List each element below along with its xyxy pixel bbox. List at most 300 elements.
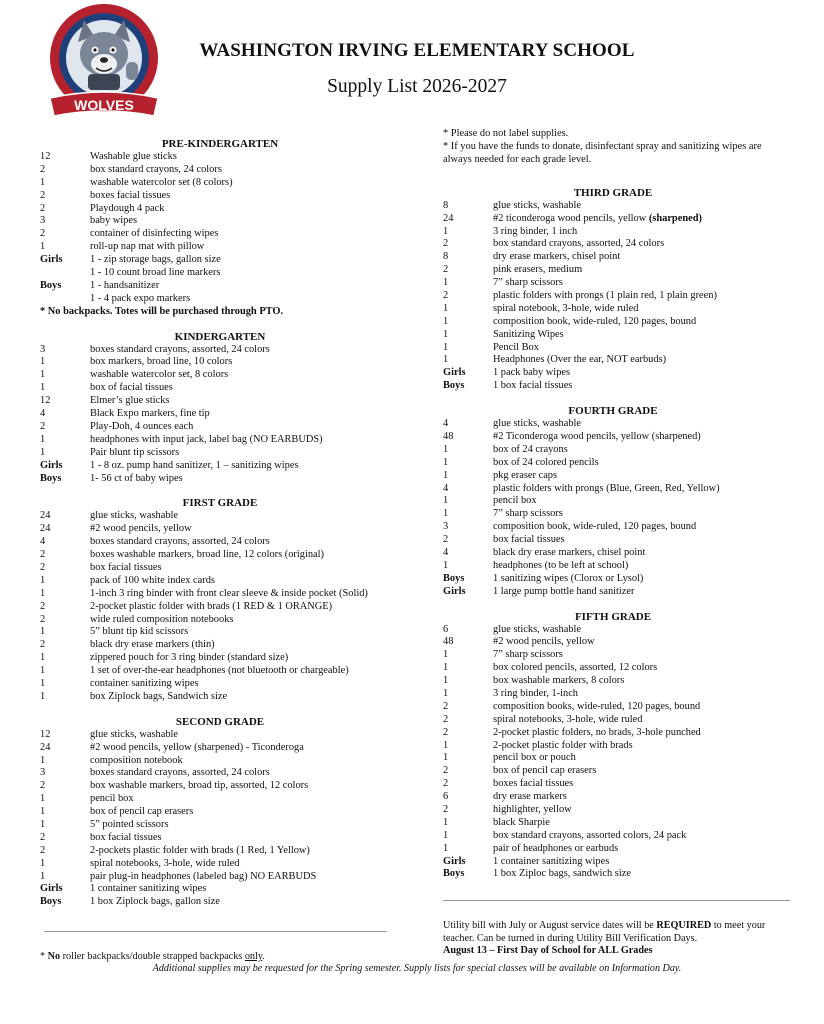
item-text: #2 Ticonderoga wood pencils, yellow (sharpened) (493, 430, 701, 442)
item-text: pencil box (493, 495, 537, 507)
item-text: #2 wood pencils, yellow (90, 523, 192, 535)
item-quantity: 4 (40, 408, 46, 420)
item-description (90, 460, 299, 473)
item-description (493, 277, 563, 290)
item-text: black Sharpie (493, 816, 550, 828)
backpack-text: roller backpacks/double strapped backpacks (60, 951, 245, 962)
item-text: boxes facial tissues (90, 189, 171, 201)
item-quantity: 48 (443, 430, 454, 442)
donate-note: * If you have the funds to donate, disinfectant spray and sanitizing wipes are (443, 140, 762, 152)
section-first-grade (40, 497, 400, 703)
list-item (40, 421, 400, 434)
section-fourth-grade (443, 405, 783, 598)
item-text: 1 pack baby wipes (493, 367, 571, 379)
item-description (493, 675, 624, 688)
list-item (40, 523, 400, 536)
list-item (40, 639, 400, 652)
item-quantity: 1 (40, 690, 46, 702)
item-description (493, 495, 537, 508)
list-item (443, 830, 783, 843)
item-text: box colored pencils, assorted, 12 colors (493, 662, 658, 674)
list-item (40, 434, 400, 447)
item-description (493, 573, 643, 586)
item-description (90, 819, 169, 832)
item-quantity: 1 (443, 842, 449, 854)
list-item (40, 267, 400, 280)
list-item (443, 752, 783, 765)
item-text: 1 - handsanitizer (90, 279, 160, 291)
item-text: dry erase markers (493, 791, 567, 803)
list-item (443, 560, 783, 573)
list-item (443, 354, 783, 367)
item-text: plastic folders with prongs (1 plain red, 1 plain green) (493, 289, 717, 301)
list-item (40, 215, 400, 228)
list-item (40, 293, 400, 306)
section-third-grade (443, 187, 783, 393)
item-text: 3 ring binder, 1 inch (493, 225, 578, 237)
item-quantity: 1 (40, 356, 46, 368)
item-quantity: 1 (443, 688, 449, 699)
item-description (90, 293, 190, 306)
item-description (493, 727, 701, 740)
list-item (40, 742, 400, 755)
item-text: box Ziplock bags, Sandwich size (90, 690, 228, 702)
item-quantity: 1 (443, 739, 449, 751)
list-item (443, 329, 783, 342)
list-item (40, 473, 400, 486)
item-description (493, 765, 596, 778)
item-description (90, 190, 170, 203)
item-description (90, 215, 137, 228)
item-quantity: 48 (443, 636, 454, 648)
list-item (40, 164, 400, 177)
item-description (493, 521, 696, 534)
list-item (40, 806, 400, 819)
list-item (40, 588, 400, 601)
item-text: 1- 56 ct of baby wipes (90, 472, 183, 484)
list-item (443, 303, 783, 316)
item-quantity: 1 (443, 675, 449, 687)
list-item (443, 868, 783, 881)
item-quantity: 2 (443, 264, 449, 276)
item-description (90, 614, 233, 627)
list-item (443, 675, 783, 688)
item-quantity: 1 (40, 446, 46, 458)
item-description (493, 200, 581, 213)
item-text: box markers, broad line, 10 colors (90, 356, 233, 368)
list-item (40, 280, 400, 293)
list-item (443, 316, 783, 329)
divider-left (44, 931, 387, 932)
left-column (40, 138, 400, 909)
item-quantity: 4 (443, 418, 449, 430)
item-quantity: 2 (443, 765, 449, 777)
list-item (40, 652, 400, 665)
list-item (443, 238, 783, 251)
item-text: 5” blunt tip kid scissors (90, 626, 189, 638)
item-quantity: 1 (40, 382, 46, 394)
item-description (493, 547, 645, 560)
list-item (443, 200, 783, 213)
item-description (493, 290, 717, 303)
item-description (90, 408, 210, 421)
item-description (90, 665, 349, 678)
item-text: 5” pointed scissors (90, 818, 169, 830)
item-quantity: 1 (40, 793, 46, 805)
item-text: black dry erase markers (thin) (90, 639, 215, 651)
item-description (493, 560, 628, 573)
item-quantity: 2 (443, 726, 449, 738)
item-quantity: 4 (40, 536, 46, 548)
item-quantity: 2 (443, 700, 449, 712)
list-item (443, 662, 783, 675)
item-description (90, 806, 193, 819)
item-description (90, 382, 173, 395)
list-item (40, 203, 400, 216)
item-quantity: 1 (40, 241, 46, 253)
item-description (90, 280, 159, 293)
list-item (443, 226, 783, 239)
item-text: 1 box Ziploc bags, sandwich size (493, 868, 631, 880)
list-item (443, 701, 783, 714)
utility-bill-note (443, 920, 793, 958)
school-name: WASHINGTON IRVING ELEMENTARY SCHOOL (199, 40, 635, 61)
item-quantity: 2 (443, 804, 449, 816)
list-item (443, 688, 783, 701)
item-quantity: 1 (443, 443, 449, 455)
item-description (493, 367, 570, 380)
list-item (443, 495, 783, 508)
item-description (493, 316, 696, 329)
list-item (443, 778, 783, 791)
list-item (443, 573, 783, 586)
section-title: FIRST GRADE (182, 497, 258, 510)
item-quantity: 1 (443, 816, 449, 828)
list-item (40, 190, 400, 203)
list-item (443, 521, 783, 534)
item-text: boxes washable markers, broad line, 12 colors (original) (90, 549, 325, 561)
item-quantity: 1 (40, 806, 46, 818)
item-quantity: 1 (40, 870, 46, 882)
list-item (443, 470, 783, 483)
item-quantity: 2 (443, 713, 449, 725)
item-description (90, 871, 316, 884)
item-description (90, 601, 332, 614)
list-item (40, 395, 400, 408)
list-item (40, 601, 400, 614)
item-description (90, 678, 199, 691)
item-quantity: 1 (40, 626, 46, 638)
item-quantity: 4 (443, 482, 449, 494)
list-item (443, 765, 783, 778)
item-quantity: 12 (40, 395, 51, 407)
item-text: box washable markers, 8 colors (493, 675, 625, 687)
item-quantity: 1 (443, 649, 449, 661)
item-description (493, 791, 567, 804)
item-description (493, 342, 539, 355)
item-text: Sanitizing Wipes (493, 328, 564, 340)
item-description (90, 767, 270, 780)
list-item (40, 819, 400, 832)
item-description (493, 649, 563, 662)
item-text: washable watercolor set (8 colors) (90, 176, 233, 188)
item-quantity: 1 (40, 574, 46, 586)
backpack-end: . (262, 951, 265, 962)
item-quantity: 2 (40, 163, 46, 175)
item-text: 7” sharp scissors (493, 508, 563, 520)
list-item (40, 356, 400, 369)
item-description (493, 662, 657, 675)
backpack-note (40, 951, 265, 962)
item-quantity: Boys (40, 279, 62, 291)
item-text: pkg eraser caps (493, 469, 558, 481)
item-description (493, 470, 557, 483)
item-description (493, 418, 581, 431)
list-item (443, 213, 783, 226)
item-text: 1 box Ziplock bags, gallon size (90, 896, 220, 908)
item-quantity: 1 (443, 495, 449, 507)
item-description (90, 254, 221, 267)
item-quantity: 1 (40, 754, 46, 766)
list-item (443, 547, 783, 560)
item-quantity: 1 (443, 456, 449, 468)
item-description (90, 588, 368, 601)
item-text: 2-pockets plastic folder with brads (1 Red, 1 Yellow) (90, 844, 310, 856)
list-item (443, 483, 783, 496)
item-quantity: 1 (443, 508, 449, 520)
item-description (493, 508, 563, 521)
item-description (90, 883, 206, 896)
item-quantity: 1 (40, 857, 46, 869)
item-text: 7” sharp scissors (493, 649, 563, 661)
item-description (90, 549, 324, 562)
item-quantity: 24 (443, 212, 454, 224)
item-description (493, 817, 550, 830)
item-quantity: 2 (40, 561, 46, 573)
item-text: Headphones (Over the ear, NOT earbuds) (493, 354, 667, 366)
item-description (493, 586, 635, 599)
right-column (443, 128, 783, 881)
item-quantity: 2 (443, 778, 449, 790)
item-text: baby wipes (90, 215, 138, 227)
item-description (90, 729, 178, 742)
item-description (90, 845, 310, 858)
item-text: 1 - zip storage bags, gallon size (90, 254, 221, 266)
item-description (493, 329, 564, 342)
item-description (90, 858, 239, 871)
item-quantity: 12 (40, 728, 51, 740)
item-text: 2-pocket plastic folder with brads (1 RED & 1 ORANGE) (90, 600, 333, 612)
item-quantity: 3 (40, 215, 46, 227)
item-text: box facial tissues (90, 831, 162, 843)
item-description (493, 701, 700, 714)
item-description (90, 421, 193, 434)
item-text: box of pencil cap erasers (90, 806, 194, 818)
list-item (40, 729, 400, 742)
item-emphasis: (sharpened) (648, 212, 702, 224)
first-day-note: August 13 – First Day of School for ALL Grades (443, 945, 653, 957)
item-quantity: 8 (443, 199, 449, 211)
list-item (40, 678, 400, 691)
item-text: box of 24 crayons (493, 443, 568, 455)
item-quantity: Boys (40, 472, 62, 484)
item-description (90, 510, 178, 523)
item-description (493, 740, 633, 753)
item-text: roll-up nap mat with pillow (90, 241, 205, 253)
item-quantity: Girls (443, 585, 466, 597)
list-item (40, 510, 400, 523)
list-item (443, 817, 783, 830)
item-quantity: 2 (40, 639, 46, 651)
item-text: Play-Doh, 4 ounces each (90, 420, 194, 432)
item-description (90, 780, 308, 793)
item-quantity: 1 (40, 369, 46, 381)
item-description (90, 755, 183, 768)
item-text: 2-pocket plastic folders, no brads, 3-hole punched (493, 726, 701, 738)
section-title: PRE-KINDERGARTEN (161, 138, 279, 150)
item-description (90, 652, 288, 665)
item-text: container of disinfecting wipes (90, 228, 219, 240)
item-description (493, 778, 573, 791)
item-quantity: 1 (443, 315, 449, 327)
item-description (493, 830, 686, 843)
list-item (40, 408, 400, 421)
item-description (90, 473, 183, 486)
item-quantity: Girls (443, 367, 466, 379)
svg-text:WOLVES: WOLVES (74, 97, 134, 113)
item-text: box facial tissues (493, 534, 565, 546)
item-description (493, 354, 666, 367)
list-item (443, 251, 783, 264)
list-item (40, 447, 400, 460)
item-text: 1 - 8 oz. pump hand sanitizer, 1 – sanitizing wipes (90, 459, 299, 471)
divider-right (443, 900, 790, 901)
list-item (443, 431, 783, 444)
utility-required: REQUIRED (656, 920, 712, 931)
list-item (40, 755, 400, 768)
item-text: box facial tissues (90, 561, 162, 573)
item-text: composition book, wide-ruled, 120 pages, bound (493, 521, 697, 533)
item-text: 1 set of over-the-ear headphones (not bluetooth or chargeable) (90, 665, 349, 677)
item-quantity: Girls (40, 883, 63, 895)
item-description (493, 843, 618, 856)
item-text: container sanitizing wipes (90, 677, 199, 689)
item-quantity: 1 (40, 176, 46, 188)
donate-note-2: always needed for each grade level. (443, 153, 592, 165)
item-text: composition books, wide-ruled, 120 pages, bound (493, 700, 701, 712)
item-quantity: 2 (443, 534, 449, 546)
item-text: pencil box (90, 793, 134, 805)
item-text: boxes standard crayons, assorted, 24 colors (90, 343, 270, 355)
item-quantity: 1 (40, 818, 46, 830)
item-text: headphones with input jack, label bag (NO EARBUDS) (90, 433, 323, 445)
item-text: pair of headphones or earbuds (493, 842, 619, 854)
supply-list-title: Supply List 2026-2027 (327, 76, 507, 97)
item-description (90, 267, 220, 280)
item-quantity: 3 (40, 767, 46, 779)
utility-text-1: Utility bill with July or August service dates will be (443, 920, 657, 931)
list-item (40, 460, 400, 473)
list-item (443, 380, 783, 393)
item-description (90, 164, 222, 177)
item-description (493, 624, 581, 637)
item-text: highlighter, yellow (493, 804, 572, 816)
item-text: 1 - 10 count broad line markers (90, 267, 221, 279)
item-quantity: 1 (443, 559, 449, 571)
list-item (40, 228, 400, 241)
item-text: 3 ring binder, 1-inch (493, 688, 578, 699)
item-description (90, 228, 218, 241)
list-item (40, 369, 400, 382)
item-description (90, 536, 270, 549)
list-item (40, 575, 400, 588)
item-quantity: 24 (40, 523, 51, 535)
list-item (443, 418, 783, 431)
item-quantity: 2 (40, 613, 46, 625)
item-text: glue sticks, washable (493, 623, 582, 635)
item-description (90, 447, 179, 460)
item-quantity: Girls (443, 855, 466, 867)
item-text: black dry erase markers, chisel point (493, 546, 646, 558)
item-description (493, 714, 642, 727)
item-description (493, 251, 620, 264)
school-logo (44, 2, 164, 126)
item-text: box standard crayons, 24 colors (90, 163, 222, 175)
item-quantity: 2 (40, 420, 46, 432)
list-item (443, 727, 783, 740)
item-description (493, 856, 609, 869)
item-quantity: 2 (40, 780, 46, 792)
item-quantity: Girls (40, 254, 63, 266)
item-description (493, 226, 577, 239)
list-item (40, 626, 400, 639)
item-text: spiral notebooks, 3-hole, wide ruled (493, 713, 643, 725)
item-text: 1 container sanitizing wipes (90, 883, 207, 895)
list-item (443, 586, 783, 599)
item-description (90, 562, 162, 575)
list-item (443, 367, 783, 380)
list-item (40, 241, 400, 254)
item-description (493, 868, 631, 881)
item-text: 1 - 4 pack expo markers (90, 292, 191, 304)
item-text: glue sticks, washable (493, 418, 582, 430)
list-item (40, 536, 400, 549)
list-item (40, 562, 400, 575)
list-item (40, 549, 400, 562)
list-item (443, 804, 783, 817)
item-text: 1 large pump bottle hand sanitizer (493, 585, 635, 597)
item-description (90, 344, 270, 357)
item-quantity: 3 (443, 521, 449, 533)
item-quantity: 2 (40, 844, 46, 856)
item-quantity: 2 (40, 831, 46, 843)
item-text: Elmer’s glue sticks (90, 395, 170, 407)
item-quantity: 1 (443, 277, 449, 289)
list-item (40, 793, 400, 806)
item-description (90, 742, 304, 755)
item-description (90, 369, 228, 382)
item-quantity: Boys (443, 572, 465, 584)
list-item (40, 858, 400, 871)
section-title: FOURTH GRADE (568, 405, 658, 418)
item-text: #2 wood pencils, yellow (sharpened) - Ticonderoga (90, 741, 304, 753)
item-text: glue sticks, washable (90, 728, 179, 740)
item-text: boxes standard crayons, assorted, 24 colors (90, 536, 270, 548)
item-description (90, 177, 233, 190)
list-item (443, 740, 783, 753)
list-item (40, 254, 400, 267)
item-quantity: 1 (443, 302, 449, 314)
